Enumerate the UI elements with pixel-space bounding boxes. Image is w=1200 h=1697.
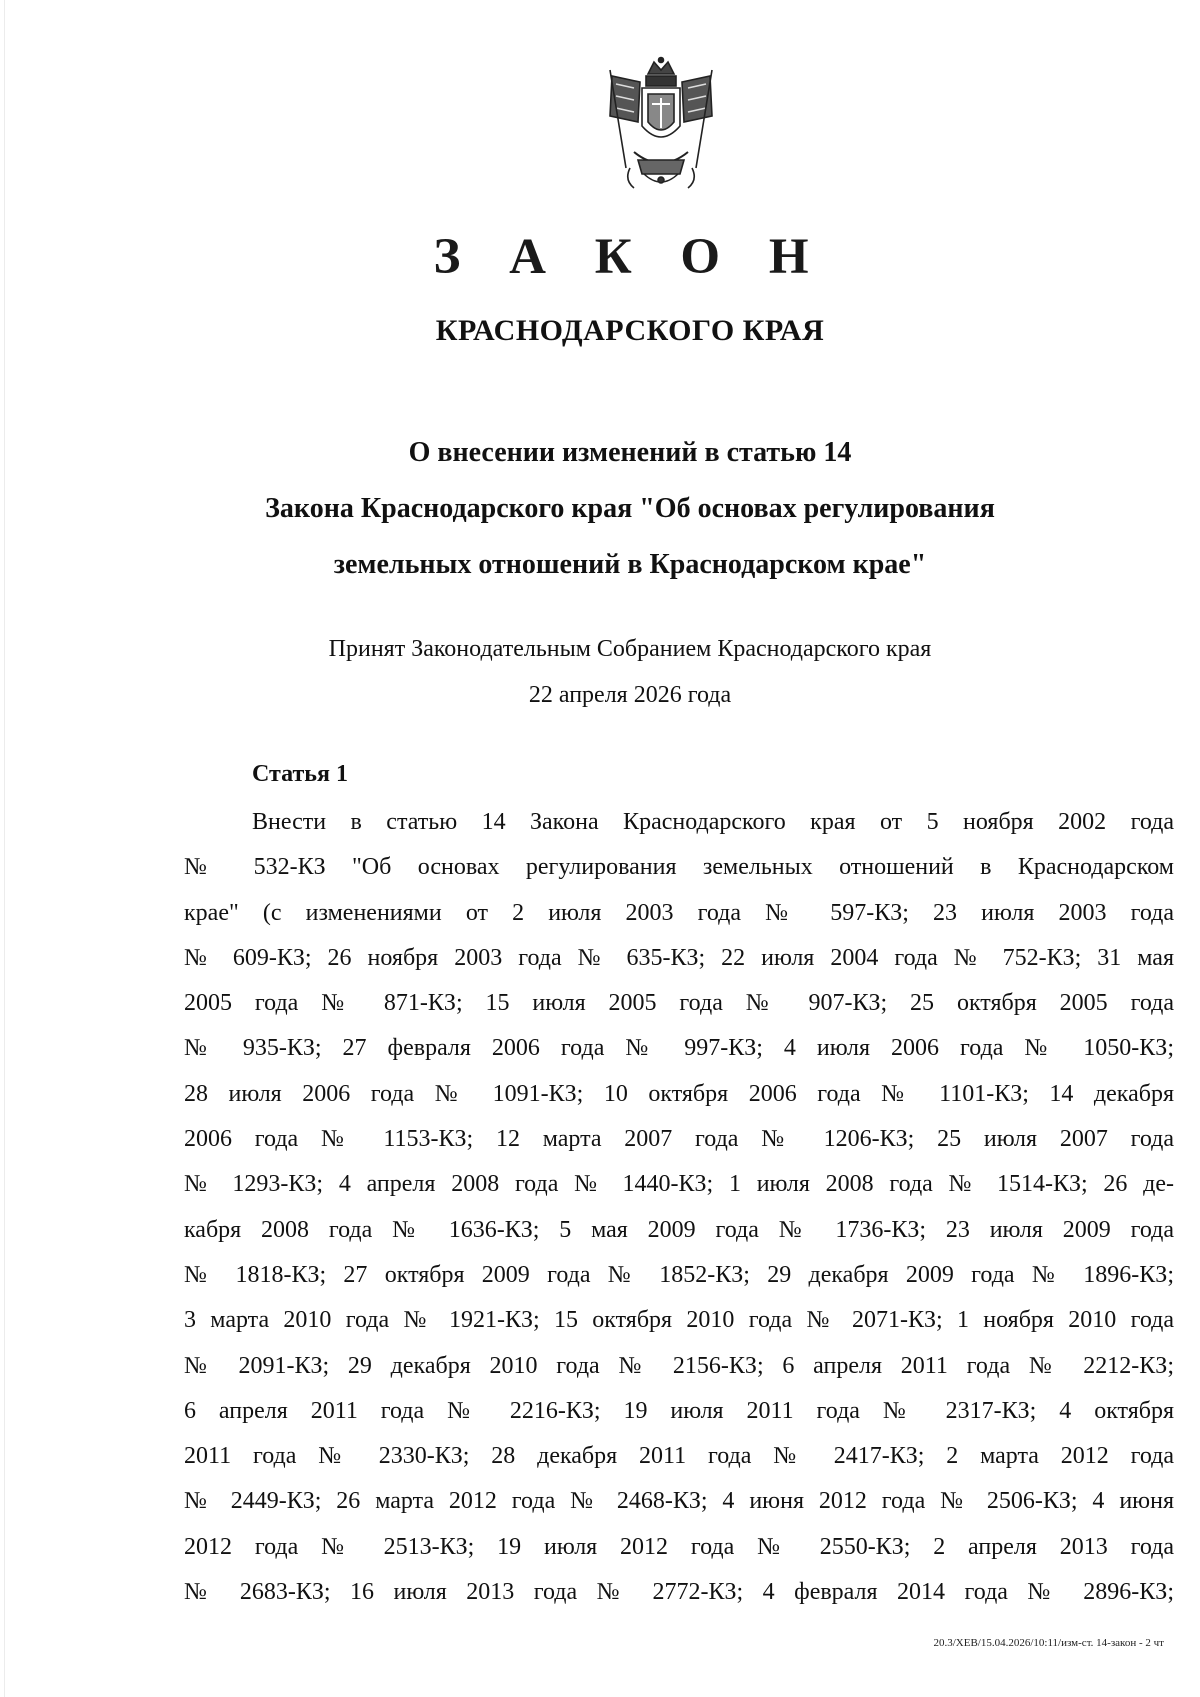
subject-line: земельных отношений в Краснодарском крае" [333, 549, 927, 580]
body-line: Внести в статью 14 Закона Краснодарского края от 5 ноября 2002 года [252, 809, 1174, 835]
body-line: № 2683-КЗ; 16 июля 2013 года № 2772-КЗ; 4 февраля 2014 года № 2896-КЗ; [184, 1579, 1174, 1606]
adoption-body: Принят Законодательным Собранием Краснодарского края [328, 636, 932, 662]
body-line: кабря 2008 года № 1636-КЗ; 5 мая 2009 года № 1736-КЗ; 23 июля 2009 года [184, 1216, 1174, 1243]
body-line: 2006 года № 1153-КЗ; 12 марта 2007 года № 1206-КЗ; 25 июля 2007 года [184, 1126, 1174, 1153]
region-title: КРАСНОДАРСКОГО КРАЯ [435, 314, 825, 347]
law-subject [0, 425, 1200, 593]
body-line: № 609-КЗ; 26 ноября 2003 года № 635-КЗ; 22 июля 2004 года № 752-КЗ; 31 мая [184, 944, 1174, 971]
adoption-date: 22 апреля 2026 года [528, 682, 732, 708]
body-line: № 2449-КЗ; 26 марта 2012 года № 2468-КЗ; 4 июня 2012 года № 2506-КЗ; 4 июня [184, 1488, 1174, 1515]
subject-line: О внесении изменений в статью 14 [408, 437, 852, 468]
body-line: 28 июля 2006 года № 1091-КЗ; 10 октября 2006 года № 1101-КЗ; 14 декабря [184, 1080, 1174, 1107]
body-line: 3 марта 2010 года № 1921-КЗ; 15 октября 2010 года № 2071-КЗ; 1 ноября 2010 года [184, 1307, 1174, 1334]
subject-line: Закона Краснодарского края "Об основах регулирования [265, 493, 995, 524]
body-line: № 935-КЗ; 27 февраля 2006 года № 997-КЗ; 4 июля 2006 года № 1050-КЗ; [184, 1035, 1174, 1062]
coat-of-arms-icon [604, 56, 718, 196]
body-line: № 1293-КЗ; 4 апреля 2008 года № 1440-КЗ; 1 июля 2008 года № 1514-КЗ; 26 де- [184, 1171, 1174, 1198]
article-body [184, 800, 1174, 1615]
body-line: крае" (с изменениями от 2 июля 2003 года № 597-КЗ; 23 июля 2003 года [184, 899, 1174, 926]
article-heading: Статья 1 [252, 761, 348, 787]
law-title: З А К О Н [433, 229, 827, 285]
body-line: 2012 года № 2513-КЗ; 19 июля 2012 года № 2550-КЗ; 2 апреля 2013 года [184, 1533, 1174, 1560]
adoption-note [0, 626, 1200, 718]
body-line: 6 апреля 2011 года № 2216-КЗ; 19 июля 2011 года № 2317-КЗ; 4 октября [184, 1397, 1174, 1424]
body-line: 2011 года № 2330-КЗ; 28 декабря 2011 года № 2417-КЗ; 2 марта 2012 года [184, 1443, 1174, 1470]
body-line: 2005 года № 871-КЗ; 15 июля 2005 года № 907-КЗ; 25 октября 2005 года [184, 990, 1174, 1017]
body-line: № 532-КЗ "Об основах регулирования земельных отношений в Краснодарском [184, 854, 1174, 881]
document-code-footer: 20.3/ХЕВ/15.04.2026/10:11/изм-ст. 14-закон - 2 чт [933, 1637, 1164, 1649]
body-line: № 2091-КЗ; 29 декабря 2010 года № 2156-КЗ; 6 апреля 2011 года № 2212-КЗ; [184, 1352, 1174, 1379]
body-line: № 1818-КЗ; 27 октября 2009 года № 1852-КЗ; 29 декабря 2009 года № 1896-КЗ; [184, 1261, 1174, 1288]
